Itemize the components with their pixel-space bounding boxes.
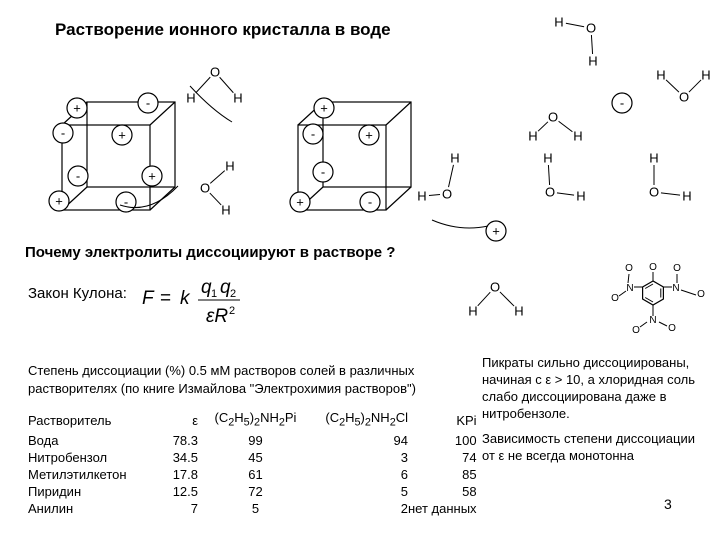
cell-solvent: Нитробензол: [28, 449, 108, 465]
cell-chloride: 5: [400, 483, 408, 499]
caption-line: Степень диссоциации (%) 0.5 мМ растворов солей в различных: [28, 363, 415, 378]
table-header-row: [28, 409, 477, 432]
cation: [486, 221, 506, 241]
hydrogen-atom: H: [649, 150, 659, 166]
cell-kpi: 85: [462, 466, 477, 482]
hydrogen-atom: H: [576, 188, 586, 204]
cell-epsilon: 7: [190, 500, 198, 516]
oxygen-atom: O: [489, 279, 501, 295]
hydrogen-atom: H: [221, 202, 231, 218]
oxygen-atom: O: [678, 89, 690, 105]
nitro-oxygen: O: [673, 263, 681, 274]
water-molecule: [417, 151, 459, 204]
cell-kpi: 58: [462, 483, 477, 499]
hydrogen-atom: H: [656, 67, 666, 83]
anion: [116, 192, 136, 212]
cell-kpi: нет данных: [408, 500, 477, 516]
formula-equals: =: [160, 288, 172, 309]
phenolate-oxygen: O: [649, 262, 657, 273]
formula-q1: q: [201, 277, 212, 298]
hydrogen-atom: H: [186, 90, 196, 106]
table-caption: [28, 362, 416, 398]
coulomb-law-label: Закон Кулона:: [28, 285, 127, 302]
water-molecule: [200, 159, 235, 218]
hydrogen-atom: H: [417, 188, 427, 204]
nitro-nitrogen: N: [649, 315, 657, 326]
anion: [313, 162, 333, 182]
cell-epsilon: 34.5: [172, 449, 198, 465]
oxygen-atom: O: [441, 186, 453, 202]
anion: [612, 93, 632, 113]
picrate-structure: [611, 262, 705, 336]
cation: [112, 125, 132, 145]
cell-picrate: 45: [248, 449, 263, 465]
cell-picrate: 61: [248, 466, 263, 482]
hydrogen-atom: H: [528, 128, 538, 144]
hydrogen-atom: H: [701, 67, 711, 83]
hydrogen-atom: H: [225, 158, 235, 174]
table-row: [28, 500, 477, 517]
hydrogen-atom: H: [554, 14, 564, 30]
nitro-oxygen: O: [632, 325, 640, 336]
nitro-nitrogen: N: [626, 283, 634, 294]
benzene-ring: [643, 281, 664, 305]
cell-picrate: 99: [248, 432, 263, 448]
anion: [53, 123, 73, 143]
header-solvent: Растворитель: [28, 412, 112, 428]
water-molecule: [528, 110, 582, 144]
hydrogen-atom: H: [682, 188, 692, 204]
svg-text:+: +: [55, 193, 63, 209]
formula-eps-r: εR: [206, 306, 229, 327]
nitro-oxygen: O: [625, 263, 633, 274]
anion: [138, 93, 158, 113]
crystal-right: [298, 102, 411, 210]
svg-text:+: +: [492, 223, 500, 239]
cell-chloride: 2: [400, 500, 408, 516]
svg-text:-: -: [367, 194, 373, 210]
cell-chloride: 6: [400, 466, 408, 482]
water-molecule: [656, 68, 710, 105]
svg-text:-: -: [75, 168, 81, 184]
svg-text:-: -: [123, 194, 129, 210]
slide-title: Растворение ионного кристалла в воде: [55, 20, 391, 39]
notes-block: [482, 354, 697, 464]
nitro-oxygen: O: [668, 323, 676, 334]
cation: [314, 98, 334, 118]
oxygen-atom: O: [209, 64, 221, 80]
note-picrates: Пикраты сильно диссоциированы, начиная с ε > 10, а хлоридная соль слабо диссоциирована даже в нитробензоле.: [482, 355, 696, 421]
cell-epsilon: 12.5: [172, 483, 198, 499]
table-row: [28, 449, 477, 466]
table-body: [28, 432, 477, 517]
cell-chloride: 94: [393, 432, 408, 448]
hydrogen-atom: H: [588, 53, 598, 69]
page-number: 3: [664, 496, 672, 512]
header-kpi: KPi: [456, 412, 477, 428]
water-molecule: [554, 15, 597, 69]
cell-solvent: Анилин: [28, 500, 74, 516]
formula-q2-index: 2: [230, 288, 237, 300]
cell-kpi: 74: [462, 449, 477, 465]
svg-text:-: -: [310, 126, 316, 142]
cell-chloride: 3: [400, 449, 408, 465]
svg-text:+: +: [148, 168, 156, 184]
svg-text:-: -: [619, 95, 625, 111]
cation: [67, 98, 87, 118]
hydrogen-atom: H: [468, 303, 478, 319]
nitro-oxygen: O: [611, 293, 619, 304]
cell-solvent: Вода: [28, 432, 59, 448]
coulomb-formula: [140, 272, 265, 332]
cell-solvent: Пиридин: [28, 483, 82, 499]
oxygen-atom: O: [648, 184, 660, 200]
ion-group: [49, 90, 632, 241]
water-molecule: [468, 280, 523, 319]
svg-text:+: +: [296, 194, 304, 210]
oxygen-atom: O: [547, 109, 559, 125]
hydrogen-atom: H: [450, 150, 460, 166]
anion: [303, 124, 323, 144]
cell-picrate: 5: [251, 500, 260, 516]
nitro-nitrogen: N: [672, 283, 680, 294]
table-row: [28, 483, 477, 500]
svg-text:+: +: [73, 100, 81, 116]
formula-q2: q: [220, 277, 231, 298]
formula-F: F: [142, 288, 154, 309]
cell-solvent: Метилэтилкетон: [28, 466, 127, 482]
cation: [142, 166, 162, 186]
dissociation-table: [28, 409, 477, 517]
water-molecule: [649, 151, 692, 204]
cell-picrate: 72: [248, 483, 263, 499]
formula-k: k: [180, 288, 190, 309]
svg-text:+: +: [118, 127, 126, 143]
svg-text:-: -: [145, 95, 151, 111]
oxygen-atom: O: [585, 20, 597, 36]
oxygen-atom: O: [544, 184, 556, 200]
question-heading: Почему электролиты диссоциируют в растворе ?: [25, 244, 396, 261]
header-salt-chloride: $(C_2H_5)_2NH_2Cl$: [325, 410, 408, 429]
formula-q1-index: 1: [211, 288, 218, 300]
note-monotonic: Зависимость степени диссоциации от ε не всегда монотонна: [482, 431, 696, 463]
svg-text:+: +: [365, 127, 373, 143]
header-epsilon: ε: [192, 412, 198, 428]
water-molecule: [186, 65, 242, 106]
nitro-oxygen: O: [697, 289, 705, 300]
svg-text:+: +: [320, 100, 328, 116]
hydrogen-atom: H: [573, 128, 583, 144]
header-salt-picrate: $(C_2H_5)_2NH_2Pi$: [214, 410, 297, 429]
anion: [360, 192, 380, 212]
table-row: [28, 466, 477, 483]
oxygen-atom: O: [199, 180, 211, 196]
table-row: [28, 432, 477, 449]
cation: [290, 192, 310, 212]
cell-epsilon: 78.3: [172, 432, 198, 448]
hydrogen-atom: H: [514, 303, 524, 319]
cell-kpi: 100: [454, 432, 477, 448]
anion: [68, 166, 88, 186]
hydrogen-atom: H: [233, 90, 243, 106]
cation: [359, 125, 379, 145]
hydrogen-atom: H: [543, 150, 553, 166]
svg-text:-: -: [320, 164, 326, 180]
svg-text:-: -: [60, 125, 66, 141]
formula-r-power: 2: [229, 305, 236, 317]
cation: [49, 191, 69, 211]
caption-line: растворителях (по книге Измайлова "Электрохимия растворов"): [28, 381, 416, 396]
water-molecule: [543, 151, 585, 204]
cell-epsilon: 17.8: [172, 466, 198, 482]
